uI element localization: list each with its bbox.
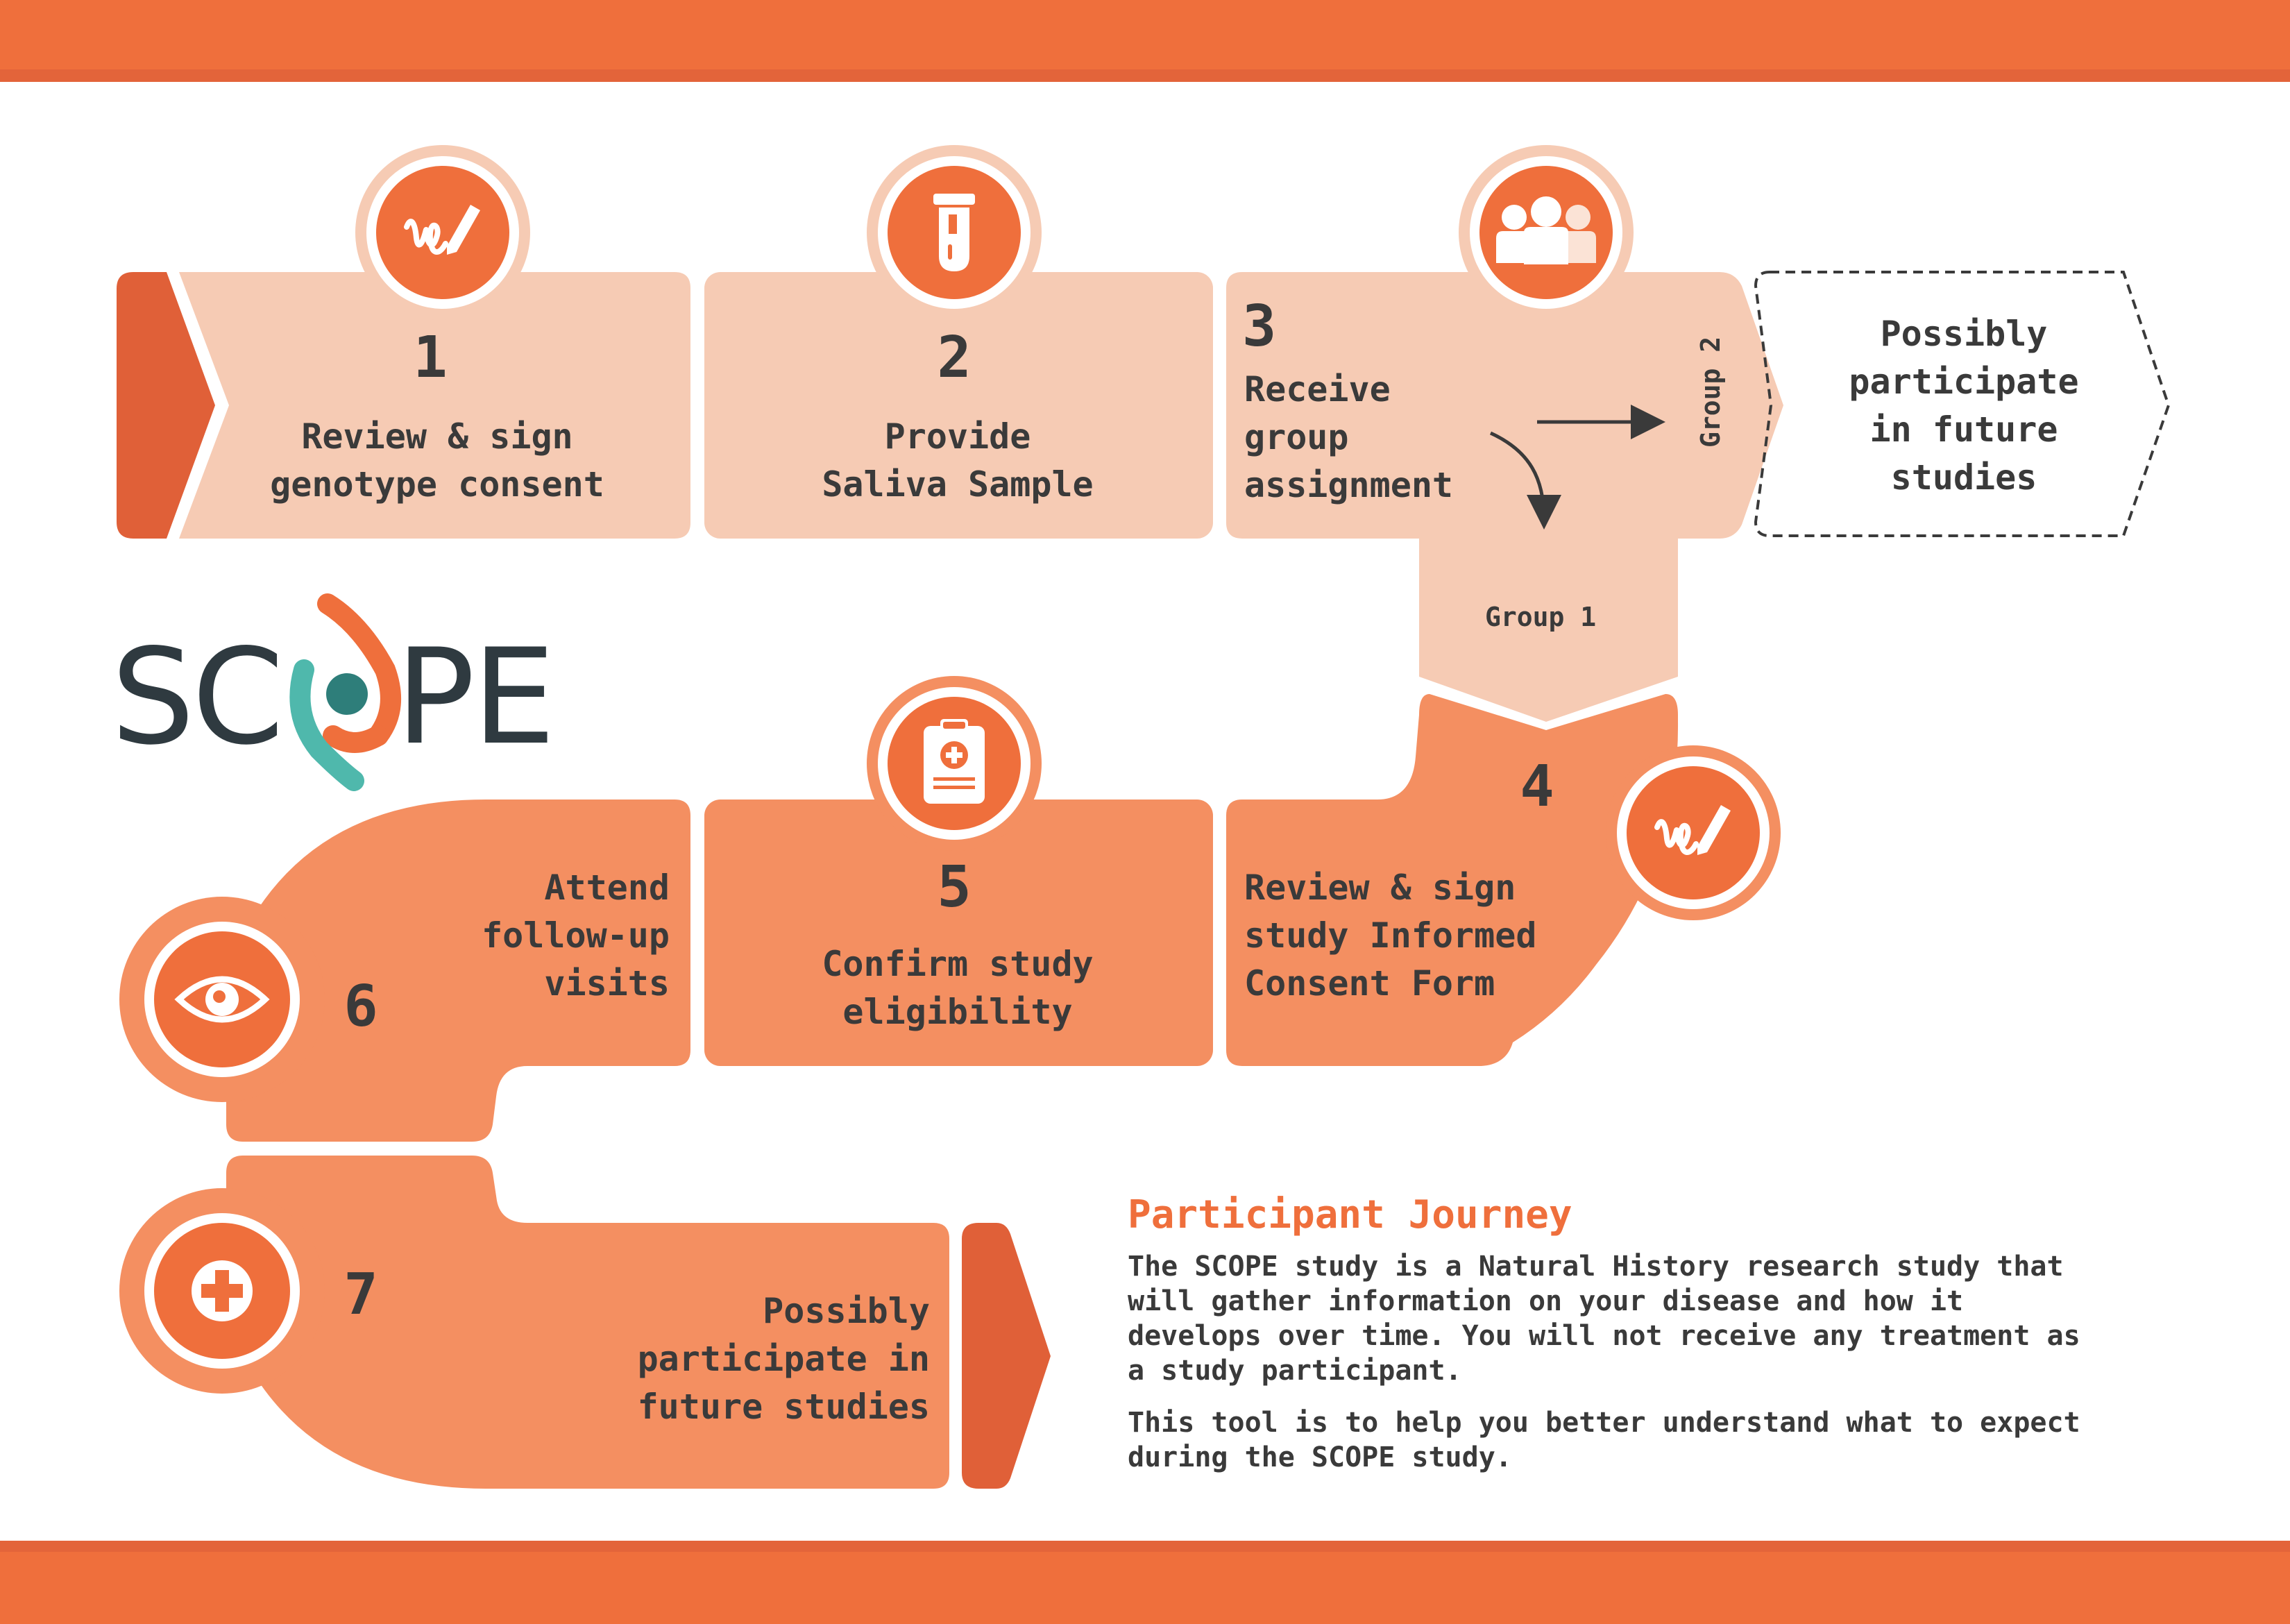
medical-cross-icon <box>192 1260 253 1321</box>
medical-clipboard-icon <box>924 719 985 804</box>
step-1-icon-disc <box>376 166 509 299</box>
step-5-label: Confirm study eligibility <box>822 944 1094 1032</box>
step-6-number: 6 <box>344 974 378 1040</box>
step-3-number: 3 <box>1242 294 1277 360</box>
bottom-band <box>0 1541 2290 1624</box>
step-7-number: 7 <box>344 1262 378 1328</box>
step-4-label: Review & sign study Informed Consent Form <box>1244 868 1537 1004</box>
step-2-number: 2 <box>937 325 972 391</box>
step-7-label: Possibly participate in future studies <box>637 1291 930 1427</box>
group-2-label: Group 2 <box>1695 336 1726 448</box>
step-4-icon-disc <box>1627 766 1760 899</box>
scope-logo-text-right: PE <box>396 620 553 774</box>
scope-logo-mark <box>300 604 391 781</box>
participant-journey-title: Participant Journey <box>1128 1192 1572 1237</box>
info-paragraph-2: This tool is to help you better understand what to expect during the SCOPE study. <box>1128 1407 2080 1473</box>
scope-logo-text-left: SC <box>111 620 282 774</box>
step-1-number: 1 <box>413 325 448 391</box>
end-tab <box>962 1223 1051 1489</box>
info-paragraph-1: The SCOPE study is a Natural History research study that will gather information on your disease and how it develops over time. You will not receive any treatment as a study participant. <box>1128 1251 2080 1387</box>
step-3-label: Receive group assignment <box>1244 369 1454 505</box>
step-5-number: 5 <box>937 854 972 920</box>
group-2-outcome-text: Possibly participate in future studies <box>1849 314 2079 498</box>
step-6-label: Attend follow-up visits <box>482 868 670 1004</box>
group-1-label: Group 1 <box>1485 602 1597 632</box>
bottom-band-shade <box>0 1541 2290 1552</box>
step-2-label: Provide Saliva Sample <box>822 416 1094 505</box>
step-1-label: Review & sign genotype consent <box>270 416 604 505</box>
step-4-number: 4 <box>1520 754 1554 820</box>
